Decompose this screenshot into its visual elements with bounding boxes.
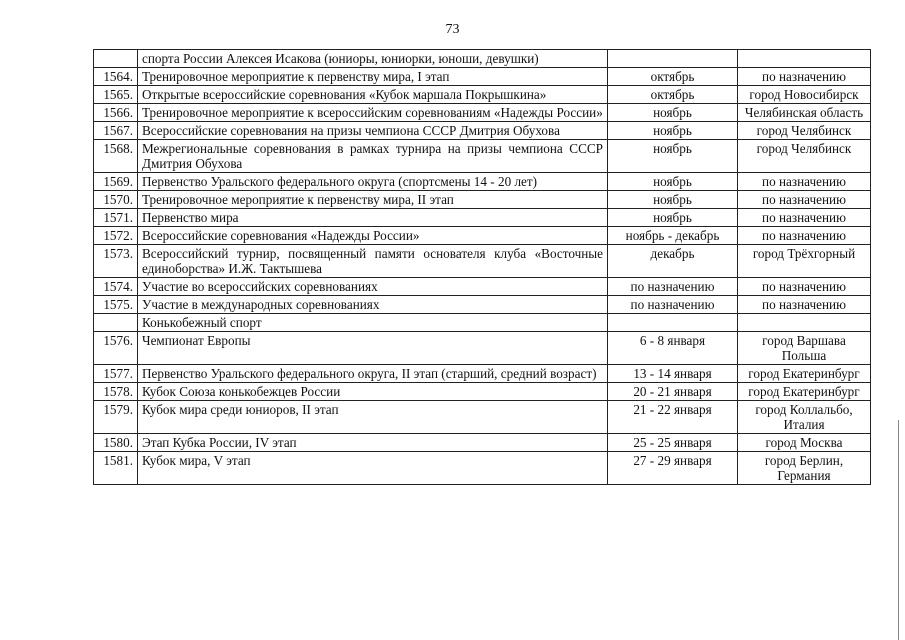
- event-name: спорта России Алексея Исакова (юниоры, юниорки, юноши, девушки): [138, 50, 608, 68]
- table-row: [94, 383, 871, 401]
- event-date: ноябрь: [608, 104, 738, 122]
- table-row: [94, 332, 871, 365]
- event-date: [608, 50, 738, 68]
- place-cell: [738, 314, 871, 332]
- table-row: [94, 227, 871, 245]
- event-date: по назначению: [608, 278, 738, 296]
- event-name: Кубок мира среди юниоров, II этап: [138, 401, 608, 434]
- table-row: [94, 452, 871, 485]
- page-number: 73: [445, 22, 460, 37]
- table-row: [94, 296, 871, 314]
- table-row: [94, 434, 871, 452]
- row-number: 1571.: [94, 209, 138, 227]
- event-place: по назначению: [738, 227, 871, 245]
- event-name: Участие во всероссийских соревнованиях: [138, 278, 608, 296]
- event-place: город Трёхгорный: [738, 245, 871, 278]
- event-name: Тренировочное мероприятие к первенству мира, I этап: [138, 68, 608, 86]
- row-number: 1572.: [94, 227, 138, 245]
- table-row: [94, 173, 871, 191]
- events-table-body: [94, 50, 871, 485]
- section-row: [94, 314, 871, 332]
- event-place: город Москва: [738, 434, 871, 452]
- event-name: Тренировочное мероприятие к первенству мира, II этап: [138, 191, 608, 209]
- row-number: 1581.: [94, 452, 138, 485]
- section-title: Конькобежный спорт: [138, 314, 608, 332]
- table-row: [94, 122, 871, 140]
- event-name: Первенство мира: [138, 209, 608, 227]
- event-place: город Берлин, Германия: [738, 452, 871, 485]
- row-number: 1574.: [94, 278, 138, 296]
- event-place: по назначению: [738, 191, 871, 209]
- event-name: Чемпионат Европы: [138, 332, 608, 365]
- event-date: ноябрь: [608, 191, 738, 209]
- table-row: [94, 140, 871, 173]
- event-place: Челябинская область: [738, 104, 871, 122]
- event-name: Открытые всероссийские соревнования «Кубок маршала Покрышкина»: [138, 86, 608, 104]
- row-number: 1570.: [94, 191, 138, 209]
- event-place: город Коллальбо, Италия: [738, 401, 871, 434]
- date-cell: [608, 314, 738, 332]
- event-date: 6 - 8 января: [608, 332, 738, 365]
- event-date: декабрь: [608, 245, 738, 278]
- event-name: Первенство Уральского федерального округа (спортсмены 14 - 20 лет): [138, 173, 608, 191]
- event-date: октябрь: [608, 86, 738, 104]
- event-name: Кубок Союза конькобежцев России: [138, 383, 608, 401]
- event-date: 13 - 14 января: [608, 365, 738, 383]
- row-number: 1567.: [94, 122, 138, 140]
- event-place: по назначению: [738, 296, 871, 314]
- event-date: ноябрь - декабрь: [608, 227, 738, 245]
- row-number: 1578.: [94, 383, 138, 401]
- event-date: ноябрь: [608, 122, 738, 140]
- table-row: [94, 86, 871, 104]
- event-date: ноябрь: [608, 140, 738, 173]
- event-place: по назначению: [738, 68, 871, 86]
- event-date: ноябрь: [608, 209, 738, 227]
- events-table: [93, 49, 871, 485]
- row-number: 1576.: [94, 332, 138, 365]
- event-name: Всероссийские соревнования «Надежды России»: [138, 227, 608, 245]
- row-number-cell: [94, 314, 138, 332]
- event-date: 21 - 22 января: [608, 401, 738, 434]
- event-place: по назначению: [738, 209, 871, 227]
- table-row: [94, 278, 871, 296]
- row-number: [94, 50, 138, 68]
- table-row: [94, 245, 871, 278]
- row-number: 1573.: [94, 245, 138, 278]
- row-number: 1565.: [94, 86, 138, 104]
- event-place: город Новосибирск: [738, 86, 871, 104]
- event-place: по назначению: [738, 173, 871, 191]
- event-place: город Екатеринбург: [738, 365, 871, 383]
- event-name: Всероссийские соревнования на призы чемпиона СССР Дмитрия Обухова: [138, 122, 608, 140]
- event-place: по назначению: [738, 278, 871, 296]
- event-name: Тренировочное мероприятие к всероссийским соревнованиям «Надежды России»: [138, 104, 608, 122]
- event-place: город Челябинск: [738, 122, 871, 140]
- event-name: Этап Кубка России, IV этап: [138, 434, 608, 452]
- table-row: [94, 68, 871, 86]
- table-row: [94, 50, 871, 68]
- event-name: Участие в международных соревнованиях: [138, 296, 608, 314]
- event-place: [738, 50, 871, 68]
- event-name: Первенство Уральского федерального округа, II этап (старший, средний возраст): [138, 365, 608, 383]
- event-date: 20 - 21 января: [608, 383, 738, 401]
- event-place: город Варшава Польша: [738, 332, 871, 365]
- event-name: Кубок мира, V этап: [138, 452, 608, 485]
- event-date: ноябрь: [608, 173, 738, 191]
- row-number: 1564.: [94, 68, 138, 86]
- event-place: город Челябинск: [738, 140, 871, 173]
- table-row: [94, 209, 871, 227]
- event-date: 25 - 25 января: [608, 434, 738, 452]
- table-row: [94, 365, 871, 383]
- table-row: [94, 104, 871, 122]
- row-number: 1580.: [94, 434, 138, 452]
- table-row: [94, 401, 871, 434]
- event-date: 27 - 29 января: [608, 452, 738, 485]
- row-number: 1577.: [94, 365, 138, 383]
- event-name: Всероссийский турнир, посвященный памяти основателя клуба «Восточные единоборства» И.Ж. Тактышева: [138, 245, 608, 278]
- event-place: город Екатеринбург: [738, 383, 871, 401]
- event-date: по назначению: [608, 296, 738, 314]
- row-number: 1568.: [94, 140, 138, 173]
- event-name: Межрегиональные соревнования в рамках турнира на призы чемпиона СССР Дмитрия Обухова: [138, 140, 608, 173]
- event-date: октябрь: [608, 68, 738, 86]
- page-edge-line: [898, 420, 899, 640]
- row-number: 1569.: [94, 173, 138, 191]
- table-row: [94, 191, 871, 209]
- row-number: 1575.: [94, 296, 138, 314]
- row-number: 1566.: [94, 104, 138, 122]
- row-number: 1579.: [94, 401, 138, 434]
